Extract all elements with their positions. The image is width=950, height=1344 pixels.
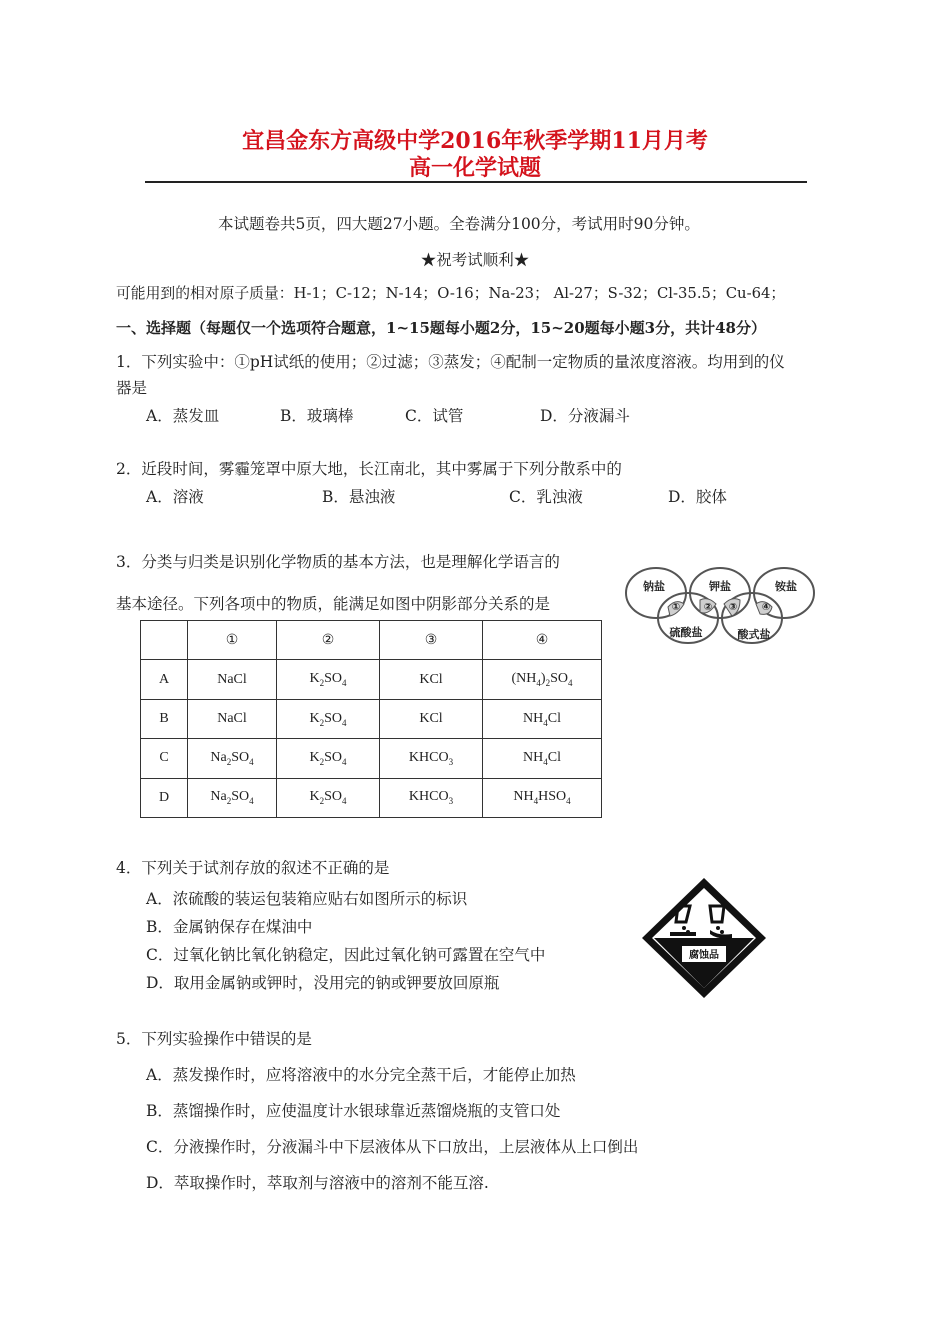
q1-stem-cont: 器是 — [116, 379, 148, 397]
q4-option-b: B．金属钠保存在煤油中 — [146, 918, 313, 936]
q5-stem: 5．下列实验操作中错误的是 — [116, 1030, 312, 1048]
circle-potassium-salt — [690, 568, 750, 618]
label-acid-salt: 酸式盐 — [737, 628, 771, 641]
q5-option-c: C．分液操作时，分液漏斗中下层液体从下口放出，上层液体从上口倒出 — [146, 1138, 639, 1156]
q3-stem-cont: 基本途径。下列各项中的物质，能满足如图中阴影部分关系的是 — [116, 595, 551, 613]
table-header-cell — [141, 621, 188, 660]
q4-option-c: C．过氧化钠比氧化钠稳定，因此过氧化钠可露置在空气中 — [146, 946, 546, 964]
table-cell: KCl — [380, 660, 483, 699]
table-cell: $NH_4Cl$ — [483, 739, 602, 778]
exam-title: 宜昌金东方高级中学2016年秋季学期11月月考 — [242, 128, 708, 154]
exam-subtitle: 高一化学试题 — [408, 155, 541, 181]
hazard-sign-label: 腐蚀品 — [689, 950, 719, 961]
table-cell: $(NH_4)_2SO_4$ — [483, 660, 602, 699]
table-cell: $K_2SO_4$ — [277, 660, 380, 699]
table-cell: $K_2SO_4$ — [277, 699, 380, 738]
exam-wish: ★祝考试顺利★ — [420, 251, 530, 269]
table-cell: $KHCO_3$ — [380, 778, 483, 817]
q4-option-a: A．浓硫酸的装运包装箱应贴右如图所示的标识 — [146, 890, 468, 908]
table-cell: NaCl — [188, 660, 277, 699]
row-label: C — [141, 739, 188, 778]
q1-stem: 1．下列实验中：①pH试纸的使用；②过滤；③蒸发；④配制一定物质的量浓度溶液。均用到的仪 — [116, 353, 785, 371]
q2-option-c: C．乳浊液 — [509, 488, 583, 506]
table-cell: $NH_4HSO_4$ — [483, 778, 602, 817]
table-header-cell: ① — [188, 621, 277, 660]
region-1-label: ① — [671, 602, 681, 613]
table-cell: $Na_2SO_4$ — [188, 739, 277, 778]
q3-table — [140, 620, 602, 818]
region-3-label: ③ — [728, 602, 738, 613]
region-4-label: ④ — [761, 602, 771, 613]
label-potassium-salt: 钾盐 — [709, 580, 731, 593]
table-row — [141, 739, 602, 778]
table-header-row — [141, 621, 602, 660]
table-header-cell: ② — [277, 621, 380, 660]
label-ammonium-salt: 铵盐 — [775, 580, 797, 593]
table-cell: $NH_4Cl$ — [483, 699, 602, 738]
section-heading: 一、选择题（每题仅一个选项符合题意，1~15题每小题2分，15~20题每小题3分，共计48分） — [116, 319, 766, 337]
table-cell: $KHCO_3$ — [380, 739, 483, 778]
region-2-label: ② — [703, 602, 713, 613]
table-row — [141, 660, 602, 699]
q5-option-a: A．蒸发操作时，应将溶液中的水分完全蒸干后，才能停止加热 — [146, 1066, 576, 1084]
table-cell: $K_2SO_4$ — [277, 739, 380, 778]
table-header-cell: ③ — [380, 621, 483, 660]
q3-stem: 3．分类与归类是识别化学物质的基本方法，也是理解化学语言的 — [116, 553, 560, 571]
q2-option-b: B．悬浊液 — [322, 488, 396, 506]
exam-notice: 本试题卷共5页，四大题27小题。全卷满分100分，考试用时90分钟。 — [218, 215, 700, 233]
q1-option-c: C．试管 — [405, 407, 464, 425]
q1-option-d: D．分液漏斗 — [540, 407, 630, 425]
q1-option-a: A．蒸发皿 — [146, 407, 220, 425]
table-cell: KCl — [380, 699, 483, 738]
row-label: A — [141, 660, 188, 699]
label-sulfate-salt: 硫酸盐 — [669, 626, 703, 639]
label-sodium-salt: 钠盐 — [643, 580, 665, 593]
atomic-mass-line: 可能用到的相对原子质量：H-1；C-12；N-14；O-16；Na-23； Al-27；S-32；Cl-35.5；Cu-64； — [116, 285, 786, 302]
row-label: D — [141, 778, 188, 817]
table-row — [141, 699, 602, 738]
table-header-cell: ④ — [483, 621, 602, 660]
q5-option-b: B．蒸馏操作时，应使温度计水银球靠近蒸馏烧瓶的支管口处 — [146, 1102, 561, 1120]
q4-option-d: D．取用金属钠或钾时，没用完的钠或钾要放回原瓶 — [146, 974, 500, 992]
row-label: B — [141, 699, 188, 738]
q2-option-a: A．溶液 — [146, 488, 204, 506]
table-cell: $K_2SO_4$ — [277, 778, 380, 817]
salt-classification-diagram — [620, 560, 820, 652]
q2-option-d: D．胶体 — [668, 488, 727, 506]
title-divider — [145, 181, 807, 183]
table-cell: $Na_2SO_4$ — [188, 778, 277, 817]
q5-option-d: D．萃取操作时，萃取剂与溶液中的溶剂不能互溶. — [146, 1174, 489, 1192]
q2-stem: 2．近段时间，雾霾笼罩中原大地，长江南北，其中雾属于下列分散系中的 — [116, 460, 622, 478]
q4-stem: 4．下列关于试剂存放的叙述不正确的是 — [116, 859, 390, 877]
corrosive-hazard-icon — [640, 876, 768, 1000]
table-row — [141, 778, 602, 817]
q1-option-b: B．玻璃棒 — [280, 407, 354, 425]
table-cell: NaCl — [188, 699, 277, 738]
